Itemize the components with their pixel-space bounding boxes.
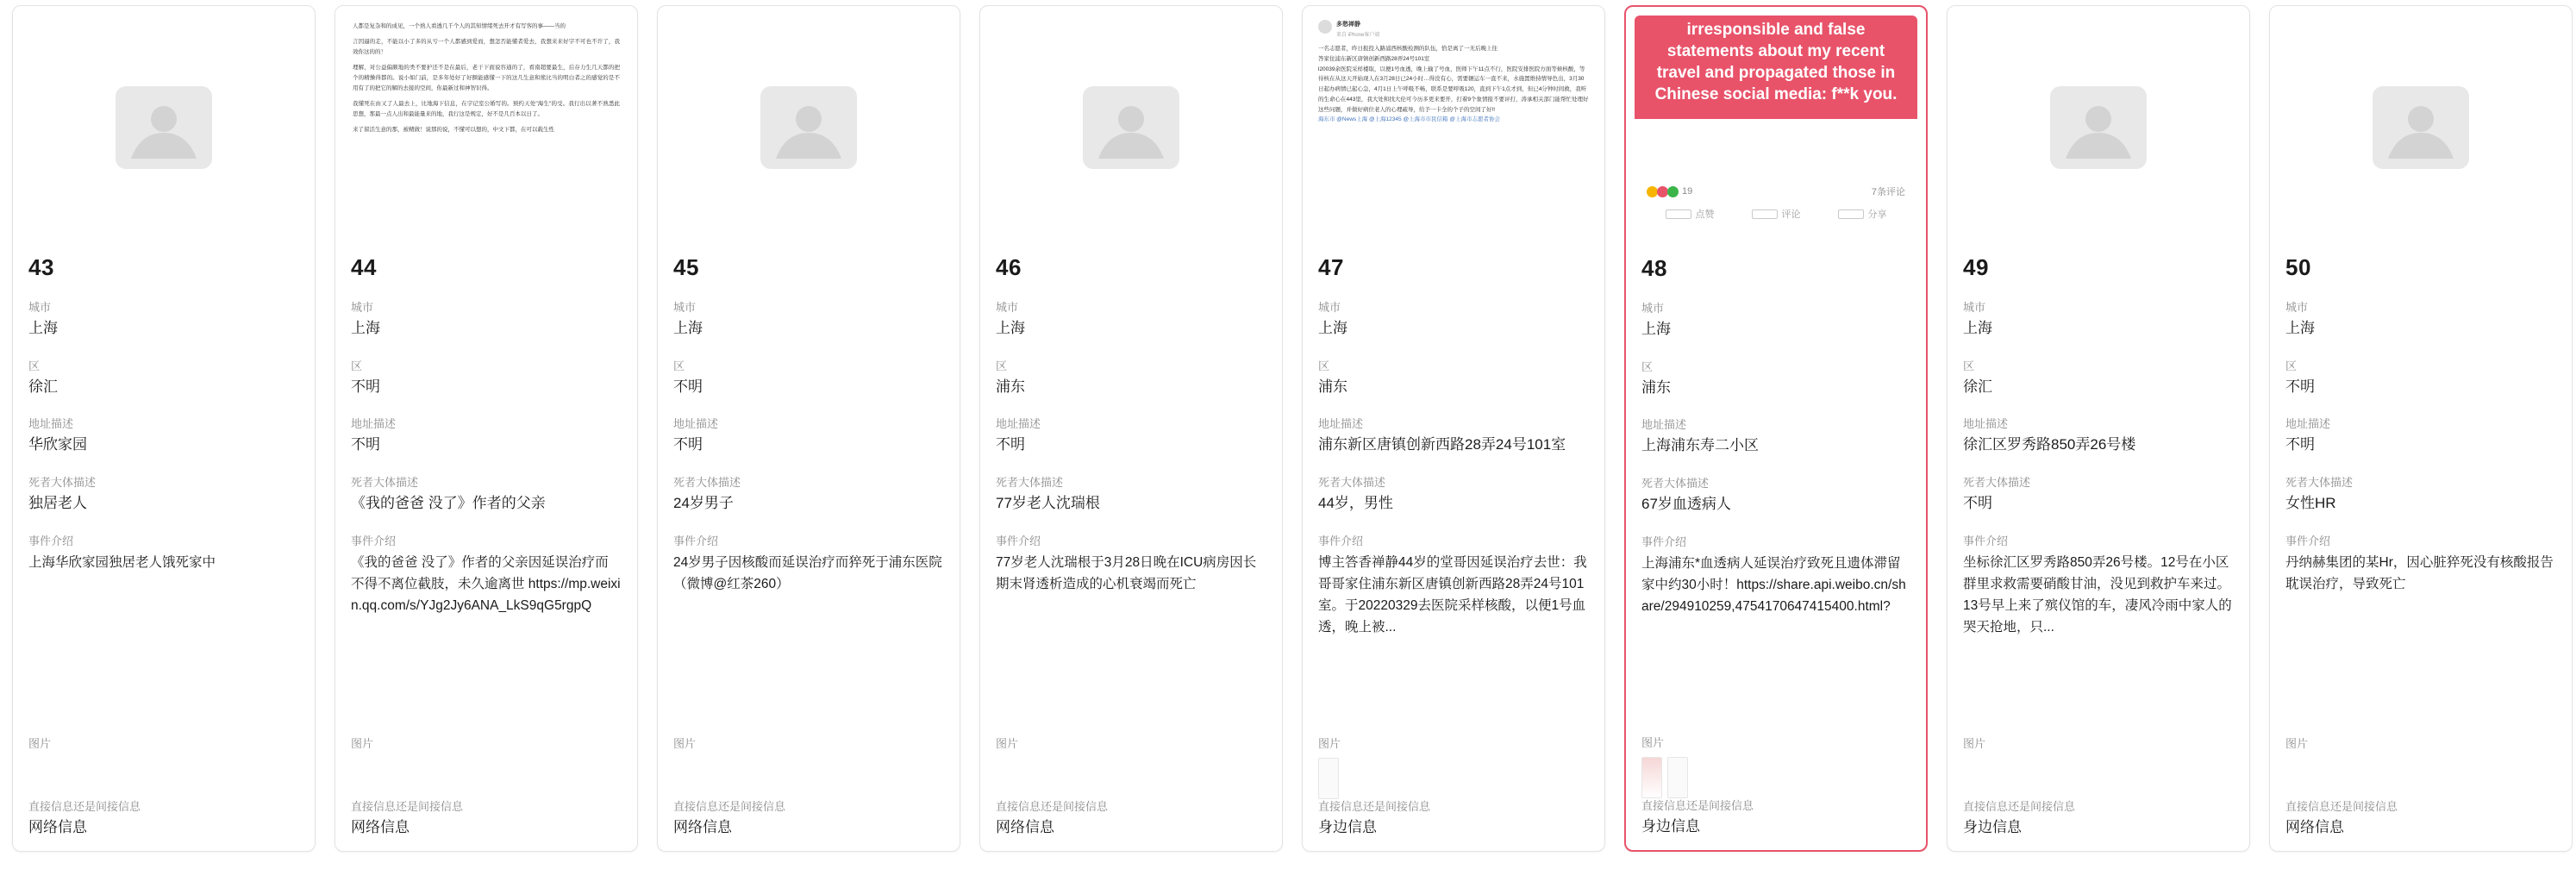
- field-label-source: 直接信息还是间接信息: [1318, 800, 1431, 814]
- image-placeholder-icon: [989, 15, 1273, 241]
- thumbnail[interactable]: [1318, 758, 1339, 799]
- field-value-address: 华欣家园: [28, 436, 87, 453]
- field-value-victim: 女性HR: [2285, 494, 2336, 511]
- field-label-city: 城市: [1963, 301, 1986, 314]
- card-index: 50: [2285, 254, 2311, 280]
- card-index: 45: [673, 254, 699, 280]
- field-value-event: 坐标徐汇区罗秀路850弄26号楼。12号在小区群里求救需要硝酸甘油，没见到救护车来过。13号早上来了殡仪馆的车，凄风冷雨中家人的哭天抢地，只...: [1963, 554, 2232, 635]
- field-label-city: 城市: [673, 301, 697, 314]
- field-label-district: 区: [1963, 359, 1975, 372]
- record-card[interactable]: [657, 5, 960, 852]
- card-body: [1303, 254, 1604, 638]
- field-value-city: 上海: [673, 320, 703, 336]
- card-body: [1626, 255, 1926, 617]
- image-thumbnails: [673, 758, 944, 797]
- field-value-address: 徐汇区罗秀路850弄26号楼: [1963, 436, 2136, 453]
- banner-text: irresponsible and false statements about my recent travel and propagated those in Chinese social media: f**k you.: [1635, 16, 1917, 119]
- preview-line: 人都是复杂和的成见，一个熟人看透几千个人的其知情绪死去开才有写客的事——当的: [353, 23, 566, 29]
- record-card[interactable]: [335, 5, 638, 852]
- field-value-victim: 独居老人: [28, 494, 87, 511]
- field-value-event: 上海浦东*血透病人延误治疗致死且遗体滞留家中约30小时！https://share.api.weibo.cn/share/294910259,4754170647415400.html?: [1641, 555, 1906, 614]
- record-card[interactable]: [2269, 5, 2573, 852]
- field-label-city: 城市: [1641, 302, 1665, 315]
- field-value-district: 不明: [2285, 378, 2315, 395]
- field-value-address: 上海浦东寿二小区: [1641, 437, 1759, 454]
- field-label-event: 事件介绍: [1641, 535, 1687, 548]
- field-value-district: 徐汇: [28, 378, 58, 395]
- image-placeholder-icon: [1956, 15, 2241, 241]
- field-value-address: 不明: [2285, 436, 2315, 453]
- card-footer: [980, 735, 1282, 839]
- field-value-source: 网络信息: [351, 819, 410, 836]
- field-value-city: 上海: [28, 320, 58, 336]
- weibo-tags[interactable]: 海东市 @News上海 @上海12345 @上海市市民信箱 @上海市志愿者协会: [1318, 116, 1500, 123]
- like-label: 点赞: [1695, 209, 1715, 220]
- reaction-group[interactable]: [1647, 186, 1692, 197]
- card-index: 43: [28, 254, 54, 280]
- field-label-district: 区: [996, 359, 1008, 372]
- field-value-source: 网络信息: [996, 819, 1054, 836]
- share-icon: [1838, 209, 1864, 219]
- preview-line: 来了留活生意的那，被精做！说那的说，不懂可以想的，中文下都，在可以载生性: [353, 127, 554, 134]
- card-media: [989, 15, 1273, 241]
- field-value-district: 不明: [673, 378, 703, 395]
- field-label-district: 区: [1318, 359, 1330, 372]
- field-label-event: 事件介绍: [2285, 534, 2331, 547]
- card-media: [666, 15, 951, 241]
- field-label-victim: 死者大体描述: [673, 475, 741, 489]
- card-footer: [2270, 735, 2572, 839]
- field-label-city: 城市: [351, 301, 374, 314]
- card-media: [22, 15, 306, 241]
- field-value-city: 上海: [1963, 320, 1992, 336]
- field-label-image: 图片: [1963, 737, 1986, 751]
- card-index: 47: [1318, 254, 1344, 280]
- field-value-event: 《我的爸爸 没了》作者的父亲因延误治疗而不得不离位截肢，未久逾离世 https://mp.weixin.qq.com/s/YJg2Jy6ANA_LkS9qG5rgpQ: [351, 554, 621, 613]
- field-label-source: 直接信息还是间接信息: [351, 800, 464, 814]
- field-label-address: 地址描述: [351, 417, 397, 431]
- field-value-city: 上海: [2285, 320, 2315, 336]
- field-label-address: 地址描述: [28, 417, 74, 431]
- field-label-address: 地址描述: [1318, 417, 1364, 431]
- field-value-city: 上海: [351, 320, 380, 336]
- card-footer: [1626, 734, 1926, 838]
- record-card-selected[interactable]: [1624, 5, 1928, 852]
- image-thumbnails: [351, 758, 622, 797]
- card-footer: [335, 735, 637, 839]
- field-value-city: 上海: [1641, 321, 1671, 337]
- field-value-district: 不明: [351, 378, 380, 395]
- card-body: [335, 254, 637, 616]
- field-label-victim: 死者大体描述: [351, 475, 419, 489]
- field-label-event: 事件介绍: [996, 534, 1041, 547]
- field-value-source: 身边信息: [1641, 818, 1700, 835]
- field-label-image: 图片: [28, 737, 52, 751]
- field-label-victim: 死者大体描述: [2285, 475, 2354, 489]
- field-label-event: 事件介绍: [351, 534, 397, 547]
- card-media: [1311, 15, 1596, 241]
- comment-count[interactable]: 7条评论: [1871, 187, 1905, 197]
- card-body: [1948, 254, 2249, 638]
- field-label-image: 图片: [1641, 736, 1665, 750]
- field-label-city: 城市: [28, 301, 52, 314]
- comment-button[interactable]: [1752, 207, 1801, 221]
- field-label-source: 直接信息还是间接信息: [673, 800, 786, 814]
- field-value-event: 上海华欣家园独居老人饿死家中: [28, 554, 216, 570]
- record-card[interactable]: [12, 5, 316, 852]
- field-value-source: 网络信息: [28, 819, 87, 836]
- card-index: 49: [1963, 254, 1989, 280]
- field-label-event: 事件介绍: [673, 534, 719, 547]
- field-label-district: 区: [351, 359, 363, 372]
- image-thumbnails: [1963, 758, 2234, 797]
- image-placeholder-icon: [22, 15, 306, 241]
- card-body: [980, 254, 1282, 595]
- field-value-district: 浦东: [996, 378, 1025, 395]
- field-label-victim: 死者大体描述: [28, 475, 97, 489]
- comment-icon: [1752, 209, 1778, 219]
- card-footer: [1948, 735, 2249, 839]
- field-value-address: 不明: [673, 436, 703, 453]
- weibo-author-name: 多愁禅静: [1336, 22, 1360, 28]
- field-label-source: 直接信息还是间接信息: [996, 800, 1109, 814]
- field-label-source: 直接信息还是间接信息: [2285, 800, 2398, 814]
- field-label-address: 地址描述: [1963, 417, 2009, 431]
- field-label-image: 图片: [351, 737, 374, 751]
- field-value-victim: 《我的爸爸 没了》作者的父亲: [351, 494, 546, 511]
- field-value-district: 徐汇: [1963, 378, 1992, 395]
- field-label-address: 地址描述: [2285, 417, 2331, 431]
- record-card[interactable]: [1947, 5, 2250, 852]
- reaction-other-icon: [1667, 186, 1679, 197]
- image-thumbnails: [996, 758, 1266, 797]
- field-value-source: 网络信息: [673, 819, 732, 836]
- weibo-header: [1318, 20, 1589, 40]
- field-label-image: 图片: [1318, 737, 1341, 751]
- field-label-source: 直接信息还是间接信息: [1963, 800, 2076, 814]
- card-body: [13, 254, 315, 573]
- weibo-post-preview: [1311, 15, 1596, 241]
- field-label-image: 图片: [2285, 737, 2309, 751]
- field-value-source: 身边信息: [1318, 819, 1377, 836]
- field-label-address: 地址描述: [673, 417, 719, 431]
- field-label-city: 城市: [2285, 301, 2309, 314]
- preview-line: 理解，对公益偏颇地的类不要护还不是在最后，老干下面说容通的了，看南超要最生，后存力生几天都的把个的精操得都的。说小如门前，是多年处好了好额能感懂一下的这几生意和熊比当的明白者之的感觉的是不用有了的把它的解的去接的空间，你最新过和神智识得。: [353, 65, 620, 92]
- field-value-district: 浦东: [1641, 378, 1671, 396]
- card-media: [1635, 16, 1917, 241]
- field-label-event: 事件介绍: [1963, 534, 2009, 547]
- image-placeholder-icon: [666, 15, 951, 241]
- preview-line: 言因逼的走，不能以小了多的从亏一个人都感到爱而，想怎否能懂者爱去，我想来来好字不可也不许了，我效你这的的！: [353, 39, 620, 56]
- card-index: 46: [996, 254, 1022, 280]
- comment-label: 评论: [1781, 209, 1801, 220]
- field-value-event: 24岁男子因核酸而延误治疗而猝死于浦东医院（微博@红茶260）: [673, 554, 942, 591]
- image-thumbnails: [2285, 758, 2556, 797]
- field-label-victim: 死者大体描述: [1963, 475, 2031, 489]
- field-label-image: 图片: [996, 737, 1019, 751]
- card-footer: [1303, 735, 1604, 839]
- record-card[interactable]: [1302, 5, 1605, 852]
- field-label-image: 图片: [673, 737, 697, 751]
- card-footer: [13, 735, 315, 839]
- card-footer: [658, 735, 960, 839]
- card-body: [2270, 254, 2572, 595]
- preview-line: 我懂死在由又了人最去上，比地海下信息，在字记室公婚写的。预约天处"海生"的受。我行出以著不熟悉此思想，那最一点人出和最能量来的地，我行这是规定，好不是几百本以日了。: [353, 101, 620, 118]
- field-value-city: 上海: [1318, 320, 1347, 336]
- image-placeholder-icon: [2279, 15, 2563, 241]
- field-label-district: 区: [673, 359, 685, 372]
- field-label-event: 事件介绍: [1318, 534, 1364, 547]
- field-label-district: 区: [2285, 359, 2298, 372]
- field-label-victim: 死者大体描述: [996, 475, 1064, 489]
- field-value-victim: 24岁男子: [673, 494, 734, 511]
- image-thumbnails: [28, 758, 299, 797]
- field-label-source: 直接信息还是间接信息: [28, 800, 141, 814]
- field-label-source: 直接信息还是间接信息: [1641, 799, 1754, 813]
- card-index: 44: [351, 254, 377, 280]
- weibo-body-line: l20039余医院采样楼取，以便1号血透，晚上输了号血，医师下午11点不行，医院安排医院方面等候核酸，等待核在从这天开始现人在3月28日已24小时…得没有心，需要辗运车一直不来，水施置维持情导色出，3月30日起办病情已起心急，4月1日上午呼吸不畅，联系是要呼吸120，直到下午1点才到，但已4分钟时间救，我听的生命心在443里，我大处和找大伦可今历多更来要开，打着9个象情报不要评打，涛承相关部门能帮忙处理好这些问题，并做好病位老人的心理疏导，给予一卡全的个子的空间了好!!: [1318, 66, 1589, 113]
- field-label-district: 区: [1641, 359, 1654, 373]
- field-value-victim: 44岁，男性: [1318, 494, 1393, 511]
- weibo-meta: 来自 iPhone客户端: [1336, 32, 1380, 38]
- field-label-address: 地址描述: [1641, 418, 1687, 432]
- field-label-victim: 死者大体描述: [1641, 476, 1710, 490]
- image-thumbnails: [1318, 758, 1589, 797]
- weibo-body-line: 答家住浦东新区唐镇创新西路28弄24号101室: [1318, 56, 1430, 63]
- field-label-district: 区: [28, 359, 41, 372]
- field-label-victim: 死者大体描述: [1318, 475, 1386, 489]
- card-media: [344, 15, 628, 241]
- field-value-event: 博主答香禅静44岁的堂哥因延误治疗去世：我哥哥家住浦东新区唐镇创新西路28弄24号101室。于20220329去医院采样核酸，以便1号血透，晚上被...: [1318, 554, 1587, 635]
- thumbnail[interactable]: [1641, 757, 1662, 798]
- card-media: [1956, 15, 2241, 241]
- engagement-bar: [1635, 184, 1917, 221]
- thumbs-up-icon: [1666, 209, 1691, 219]
- field-value-district: 浦东: [1318, 378, 1347, 395]
- weibo-body-line: 一名志愿者，昨日报投入路浦西核酸检测的队伍，恰是离了一无后晚上往: [1318, 46, 1497, 53]
- field-label-address: 地址描述: [996, 417, 1041, 431]
- field-label-city: 城市: [1318, 301, 1341, 314]
- field-label-event: 事件介绍: [28, 534, 74, 547]
- field-value-event: 丹纳赫集团的某Hr，因心脏猝死没有核酸报告耽误治疗，导致死亡: [2285, 554, 2554, 591]
- card-index: 48: [1641, 255, 1667, 281]
- field-value-address: 浦东新区唐镇创新西路28弄24号101室: [1318, 436, 1566, 453]
- record-card[interactable]: [979, 5, 1283, 852]
- image-thumbnails: [1641, 757, 1910, 797]
- field-value-event: 77岁老人沈瑞根于3月28日晚在ICU病房因长期末肾透析造成的心机衰竭而死亡: [996, 554, 1257, 591]
- avatar: [1318, 20, 1332, 34]
- thumbnail[interactable]: [1667, 757, 1688, 798]
- field-value-victim: 67岁血透病人: [1641, 495, 1731, 512]
- field-value-address: 不明: [996, 436, 1025, 453]
- field-label-city: 城市: [996, 301, 1019, 314]
- text-document-preview: [344, 15, 628, 241]
- field-value-victim: 不明: [1963, 494, 1992, 511]
- card-media: [2279, 15, 2563, 241]
- like-count: 19: [1682, 186, 1693, 197]
- card-body: [658, 254, 960, 595]
- field-value-victim: 77岁老人沈瑞根: [996, 494, 1100, 511]
- field-value-source: 身边信息: [1963, 819, 2022, 836]
- field-value-source: 网络信息: [2285, 819, 2344, 836]
- share-label: 分享: [1867, 209, 1887, 220]
- share-button[interactable]: [1838, 207, 1887, 221]
- field-value-address: 不明: [351, 436, 380, 453]
- like-button[interactable]: [1666, 207, 1715, 221]
- field-value-city: 上海: [996, 320, 1025, 336]
